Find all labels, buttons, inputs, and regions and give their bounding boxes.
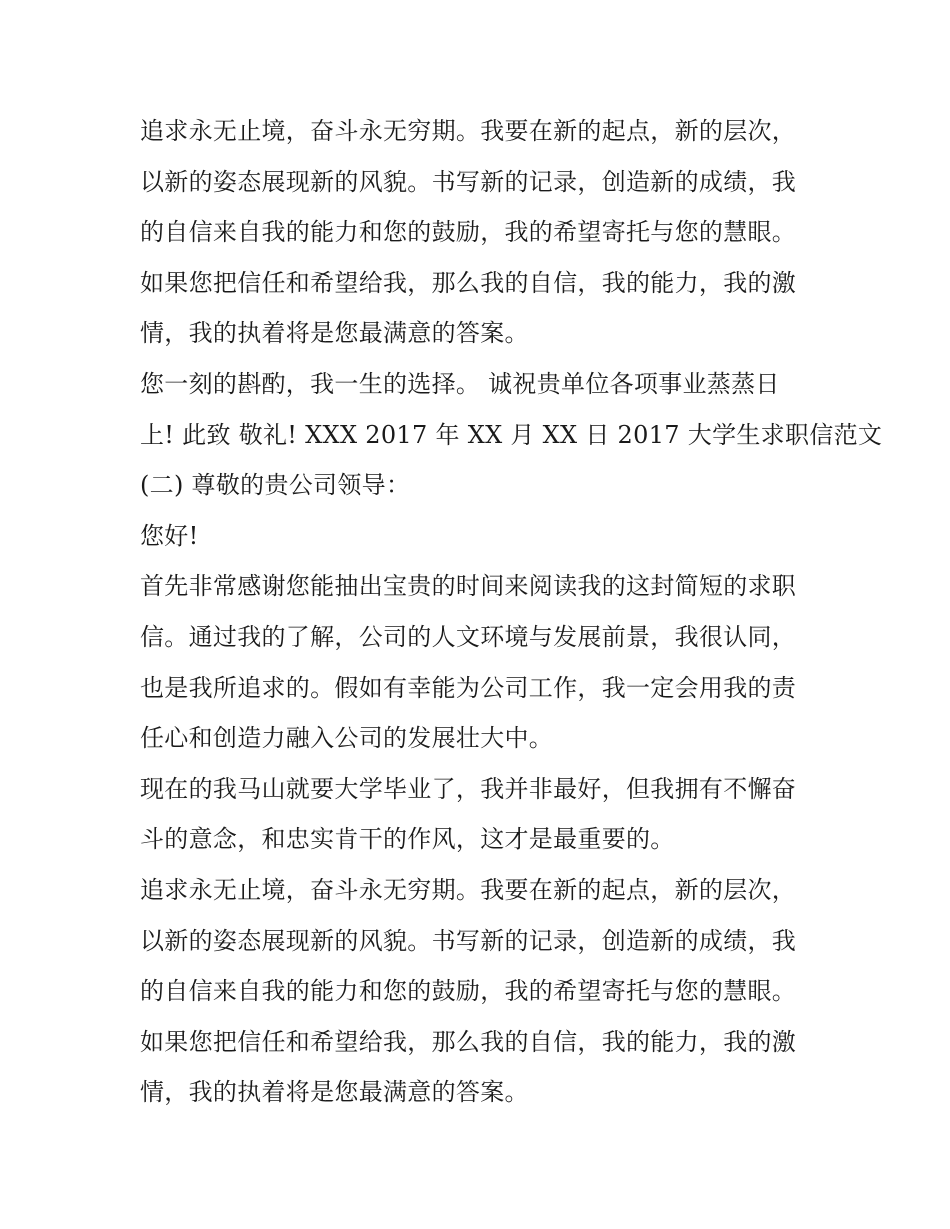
text-line: 以新的姿态展现新的风貌。书写新的记录，创造新的成绩，我 (140, 926, 797, 955)
text-line: 追求永无止境，奋斗永无穷期。我要在新的起点，新的层次， (140, 875, 797, 904)
text-line: 如果您把信任和希望给我，那么我的自信，我的能力，我的激 (140, 268, 797, 297)
document-body (140, 106, 883, 1118)
text-line: 现在的我马山就要大学毕业了，我并非最好，但我拥有不懈奋 (140, 774, 797, 803)
text-line: 斗的意念，和忠实肯干的作风，这才是最重要的。 (140, 825, 675, 854)
text-line: 任心和创造力融入公司的发展壮大中。 (140, 724, 554, 753)
text-line: 首先非常感谢您能抽出宝贵的时间来阅读我的这封简短的求职 (140, 572, 797, 601)
text-line: 情，我的执着将是您最满意的答案。 (140, 319, 529, 348)
text-line: 也是我所追求的。假如有幸能为公司工作，我一定会用我的责 (140, 673, 797, 702)
text-line: 的自信来自我的能力和您的鼓励，我的希望寄托与您的慧眼。 (140, 218, 797, 247)
text-line: 您一刻的斟酌，我一生的选择。 诚祝贵单位各项事业蒸蒸日 (140, 369, 780, 398)
greeting: 您好! (140, 521, 199, 550)
text-line: 追求永无止境，奋斗永无穷期。我要在新的起点，新的层次， (140, 117, 797, 145)
text-line: 的自信来自我的能力和您的鼓励，我的希望寄托与您的慧眼。 (140, 977, 797, 1006)
text-line: 上! 此致 敬礼! XXX 2017 年 XX 月 XX 日 2017 大学生求职信范文 (140, 420, 883, 449)
section-heading: (二) 尊敬的贵公司领导： (140, 471, 411, 500)
text-line: 以新的姿态展现新的风貌。书写新的记录，创造新的成绩，我 (140, 167, 797, 196)
text-line: 信。通过我的了解，公司的人文环境与发展前景，我很认同， (140, 622, 797, 651)
text-line: 如果您把信任和希望给我，那么我的自信，我的能力，我的激 (140, 1027, 797, 1056)
text-line: 情，我的执着将是您最满意的答案。 (140, 1078, 529, 1107)
